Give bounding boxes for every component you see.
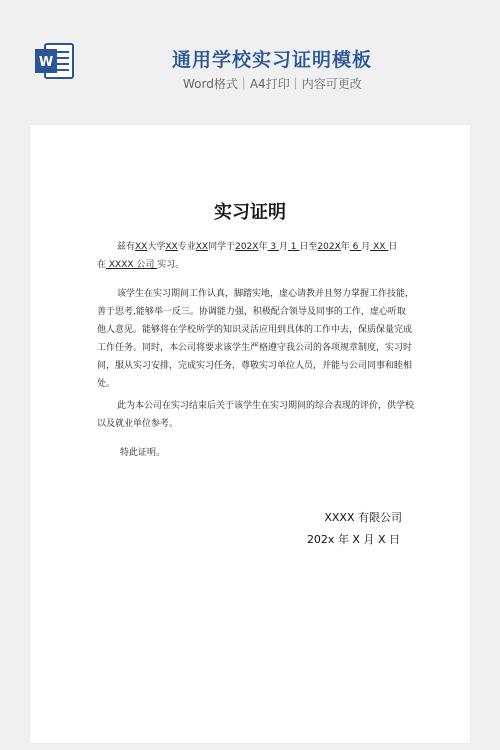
company-signature: XXXX 有限公司 xyxy=(324,511,402,524)
evaluation-line: 工作任务。同时，本公司将要求该学生严格遵守我公司的各项规章制度，实习时 xyxy=(97,343,413,353)
company-field: XXXX 公司 xyxy=(106,260,158,270)
document-page xyxy=(30,125,470,743)
major-field: XX xyxy=(165,242,178,252)
evaluation-line: 他人意见。能够将在学校所学的知识灵活应用到具体的工作中去，保质保量完成 xyxy=(97,325,413,335)
end-month-field: 6 xyxy=(349,242,362,252)
intro-line-1: 兹有XX大学XX专业XX同学于202X年 3 月 1 日至202X年 6 月 XX 日 xyxy=(117,242,398,252)
evaluation-line: 间，服从实习安排，完成实习任务，尊敬实习单位人员，并能与公司同事和睦相 xyxy=(97,361,413,371)
template-header xyxy=(0,0,500,125)
svg-text:W: W xyxy=(38,55,54,70)
signature-date: 202x 年 X 月 X 日 xyxy=(306,533,400,546)
document-title: 实习证明 xyxy=(214,202,286,223)
reference-line: 以及就业单位参考。 xyxy=(97,419,179,429)
page-subtitle: Word格式｜A4打印｜内容可更改 xyxy=(183,77,362,91)
start-month-field: 3 xyxy=(267,242,279,252)
start-day-field: 1 xyxy=(287,242,300,252)
word-document-icon xyxy=(33,40,75,82)
intro-line-2: 在 XXXX 公司 实习。 xyxy=(97,260,185,270)
evaluation-line: 处。 xyxy=(97,379,116,389)
closing-statement: 特此证明。 xyxy=(120,448,166,458)
evaluation-paragraph xyxy=(97,285,415,393)
evaluation-line: 该学生在实习期间工作认真，脚踏实地，虚心请教并且努力掌握工作技能， xyxy=(117,289,415,299)
page-title: 通用学校实习证明模板 xyxy=(172,49,373,71)
end-day-field: XX xyxy=(370,242,389,252)
end-year-field: 202X xyxy=(317,242,341,252)
reference-line: 此为本公司在实习结束后关于该学生在实习期间的综合表现的评价，供学校 xyxy=(117,401,415,411)
start-year-field: 202X xyxy=(235,242,259,252)
intro-paragraph xyxy=(97,238,407,274)
school-field: XX xyxy=(135,242,148,252)
reference-paragraph xyxy=(97,397,415,433)
student-field: XX xyxy=(195,242,209,252)
evaluation-line: 善于思考,能够举一反三。协调能力强，积极配合领导及同事的工作，虚心听取 xyxy=(97,307,406,317)
